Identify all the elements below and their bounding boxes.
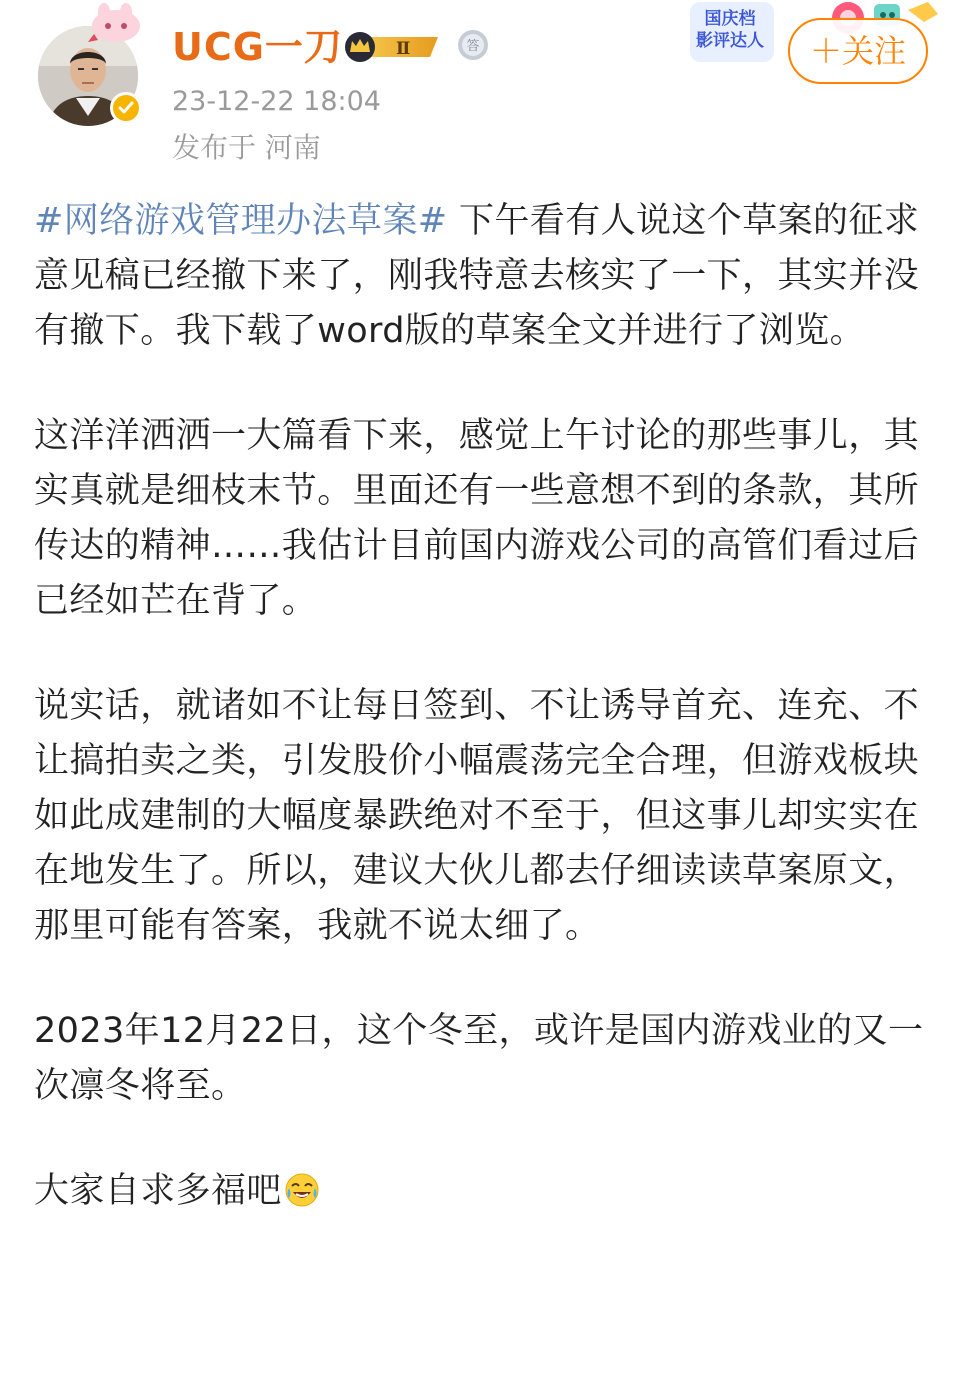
paragraph-5-text: 大家自求多福吧 <box>34 1171 282 1211</box>
paragraph-1-text: 下午看有人说这个草案的征求意见稿已经撤下来了，刚我特意去核实了一下，其实并没有撤下。我下载了word版的草案全文并进行了浏览。 <box>34 201 920 351</box>
post-location: 发布于 河南 <box>172 131 321 164</box>
promo-line1: 国庆档 <box>704 9 756 29</box>
follow-button[interactable]: ＋关注 <box>788 18 928 84</box>
verified-badge-icon <box>110 92 142 124</box>
vip-level-text: Ⅱ <box>396 39 411 59</box>
crying-laughing-emoji-icon <box>284 1172 320 1208</box>
post-paragraph-2: 这洋洋洒洒一大篇看下来，感觉上午讨论的那些事儿，其实真就是细枝末节。里面还有一些意想不到的条款，其所传达的精神……我估计目前国内游戏公司的高管们看过后已经如芒在背了。 <box>34 416 920 621</box>
post-paragraph-4: 2023年12月22日，这个冬至，或许是国内游戏业的又一次凛冬将至。 <box>34 1011 924 1106</box>
avatar-sticker-icon <box>86 2 144 46</box>
answer-medal-icon[interactable] <box>456 28 490 62</box>
promo-line2: 影评达人 <box>696 31 764 51</box>
post-header <box>0 0 960 180</box>
post-timestamp: 23-12-22 18:04 <box>172 86 381 117</box>
post-paragraph-3: 说实话，就诸如不让每日签到、不让诱导首充、连充、不让搞拍卖之类，引发股价小幅震荡完全合理，但游戏板块如此成建制的大幅度暴跌绝对不至于，但这事儿却实实在在地发生了。所以，建议大伙儿都去仔细读读草案原文，那里可能有答案，我就不说太细了。 <box>34 686 920 946</box>
medal-text: 答 <box>466 39 480 54</box>
post-paragraph-1 <box>34 194 926 359</box>
vip-level-badge-icon[interactable] <box>342 30 442 64</box>
hashtag-link[interactable]: #网络游戏管理办法草案# <box>34 201 448 241</box>
post-body <box>34 194 926 1269</box>
post-paragraph-5 <box>34 1164 926 1219</box>
username[interactable]: UCG一刀 <box>172 25 343 69</box>
